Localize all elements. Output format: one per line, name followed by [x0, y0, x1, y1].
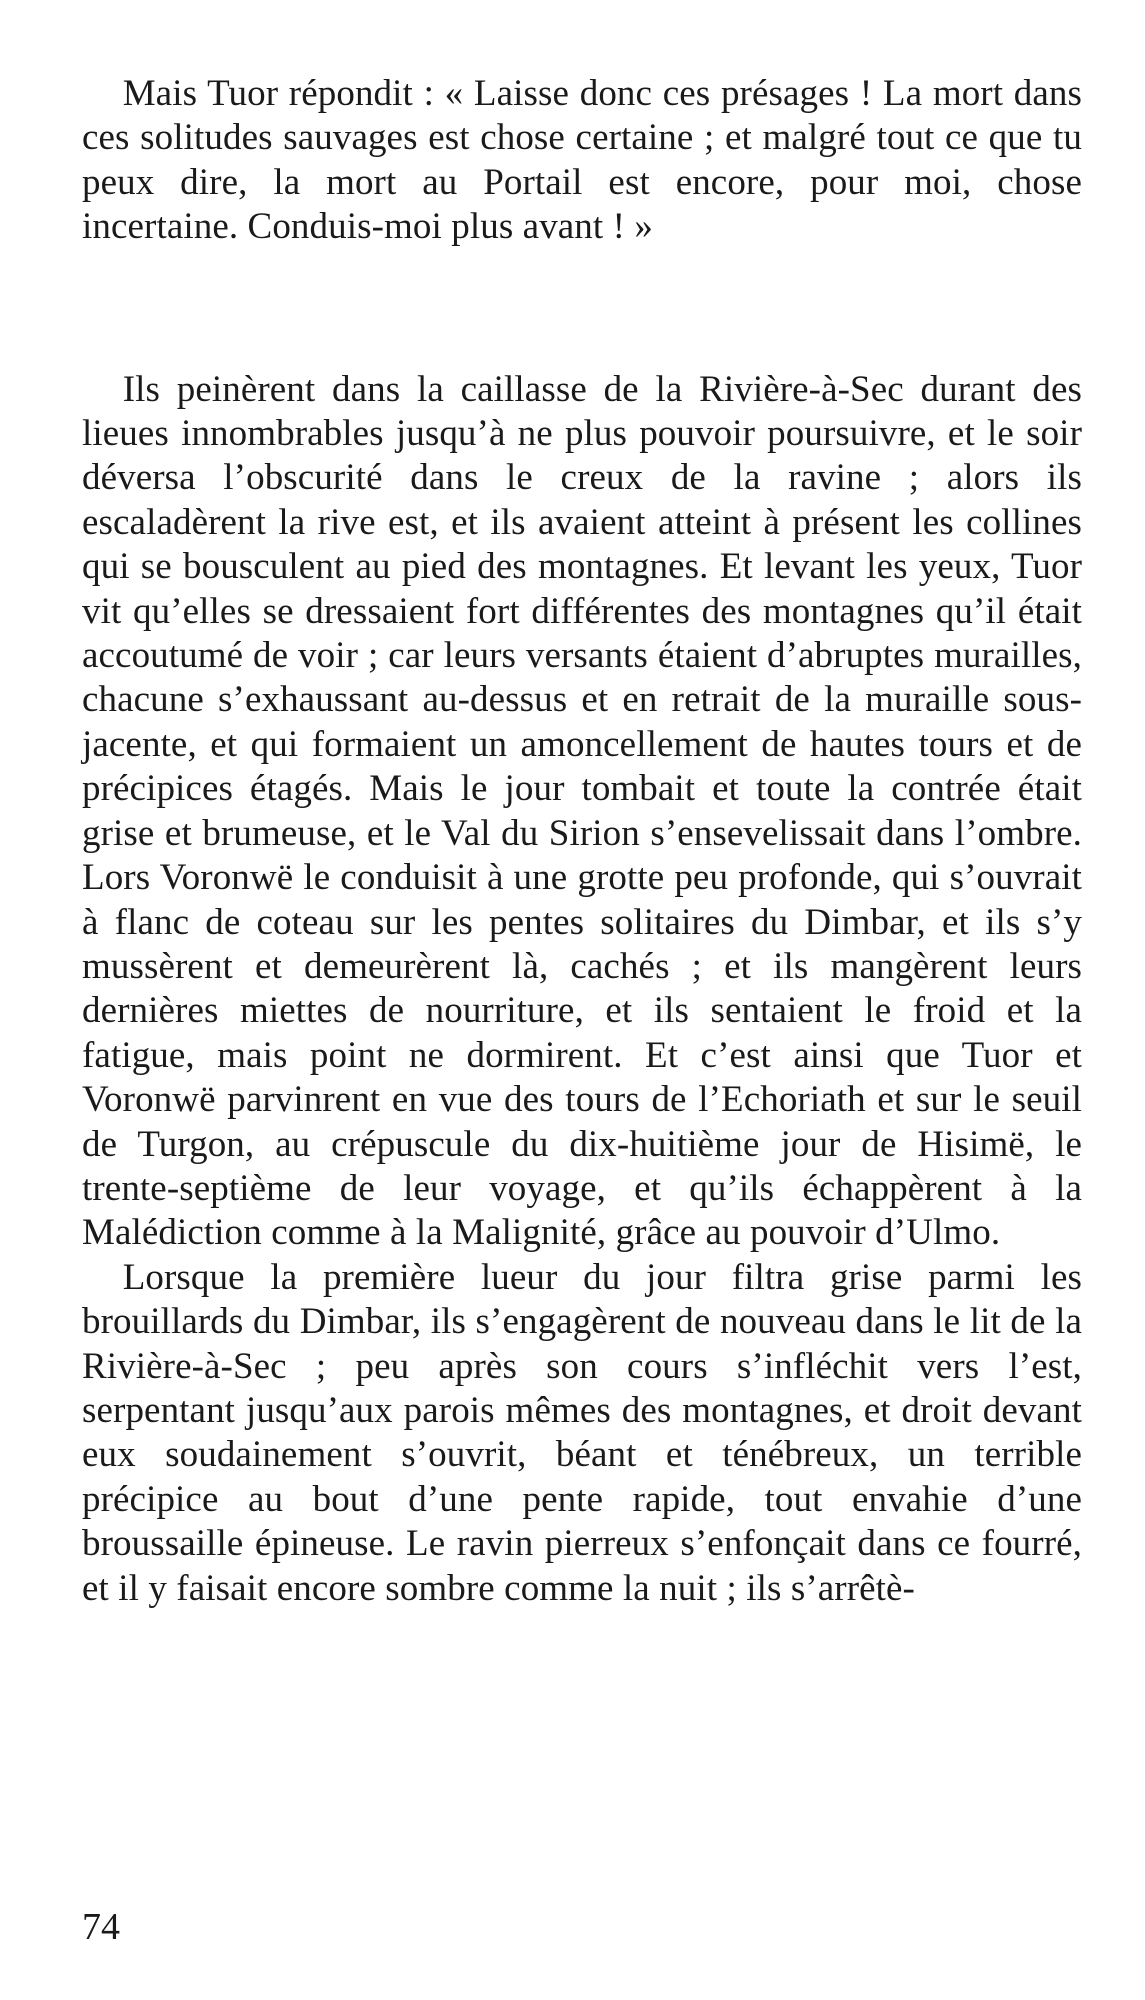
paragraph-2: Ils peinèrent dans la caillasse de la Rivière-à-Sec durant des lieues innombrables jusqu’à ne plus pouvoir poursuivre, et le soir déversa l’obscurité dans le creux de la ravine ; alors ils escaladèrent la rive est, et ils avaient atteint à présent les collines qui se bousculent au pied des montagnes. Et levant les yeux, Tuor vit qu’elles se dressaient fort différentes des montagnes qu’il était accoutumé de voir ; car leurs versants étaient d’abruptes murailles, chacune s’exhaussant au-dessus et en retrait de la muraille sous-jacente, et qui formaient un amoncellement de hautes tours et de précipices étagés. Mais le jour tombait et toute la contrée était grise et brumeuse, et le Val du Sirion s’ensevelissait dans l’ombre. Lors Voronwë le conduisit à une grotte peu profonde, qui s’ouvrait à flanc de coteau sur les pentes solitaires du Dimbar, et ils s’y mussèrent et demeurèrent là, cachés ; et ils mangèrent leurs dernières miettes de nourriture, et ils sentaient le froid et la fatigue, mais point ne dormirent. Et c’est ainsi que Tuor et Voronwë parvinrent en vue des tours de l’Echoriath et sur le seuil de Turgon, au crépuscule du dix-huitième jour de Hisimë, le trente-septième de leur voyage, et qu’ils échappèrent à la Malédiction comme à la Malignité, grâce au pouvoir d’Ulmo. — [82, 368, 1082, 1254]
page-body — [82, 72, 1082, 1611]
paragraph-3: Lorsque la première lueur du jour filtra grise parmi les brouillards du Dimbar, ils s’engagèrent de nouveau dans le lit de la Rivière-à-Sec ; peu après son cours s’infléchit vers l’est, serpentant jusqu’aux parois mêmes des montagnes, et droit devant eux soudainement s’ouvrit, béant et ténébreux, un terrible précipice au bout d’une pente rapide, tout envahie d’une broussaille épineuse. Le ravin pierreux s’enfonçait dans ce fourré, et il y faisait encore sombre comme la nuit ; ils s’arrêtè- — [82, 1256, 1082, 1609]
page-number: 74 — [82, 1906, 120, 1948]
section-break — [82, 250, 1082, 368]
paragraph-1: Mais Tuor répondit : « Laisse donc ces présages ! La mort dans ces solitudes sauvages est chose certaine ; et malgré tout ce que tu peux dire, la mort au Portail est encore, pour moi, chose incertaine. Conduis-moi plus avant ! » — [82, 73, 1082, 248]
